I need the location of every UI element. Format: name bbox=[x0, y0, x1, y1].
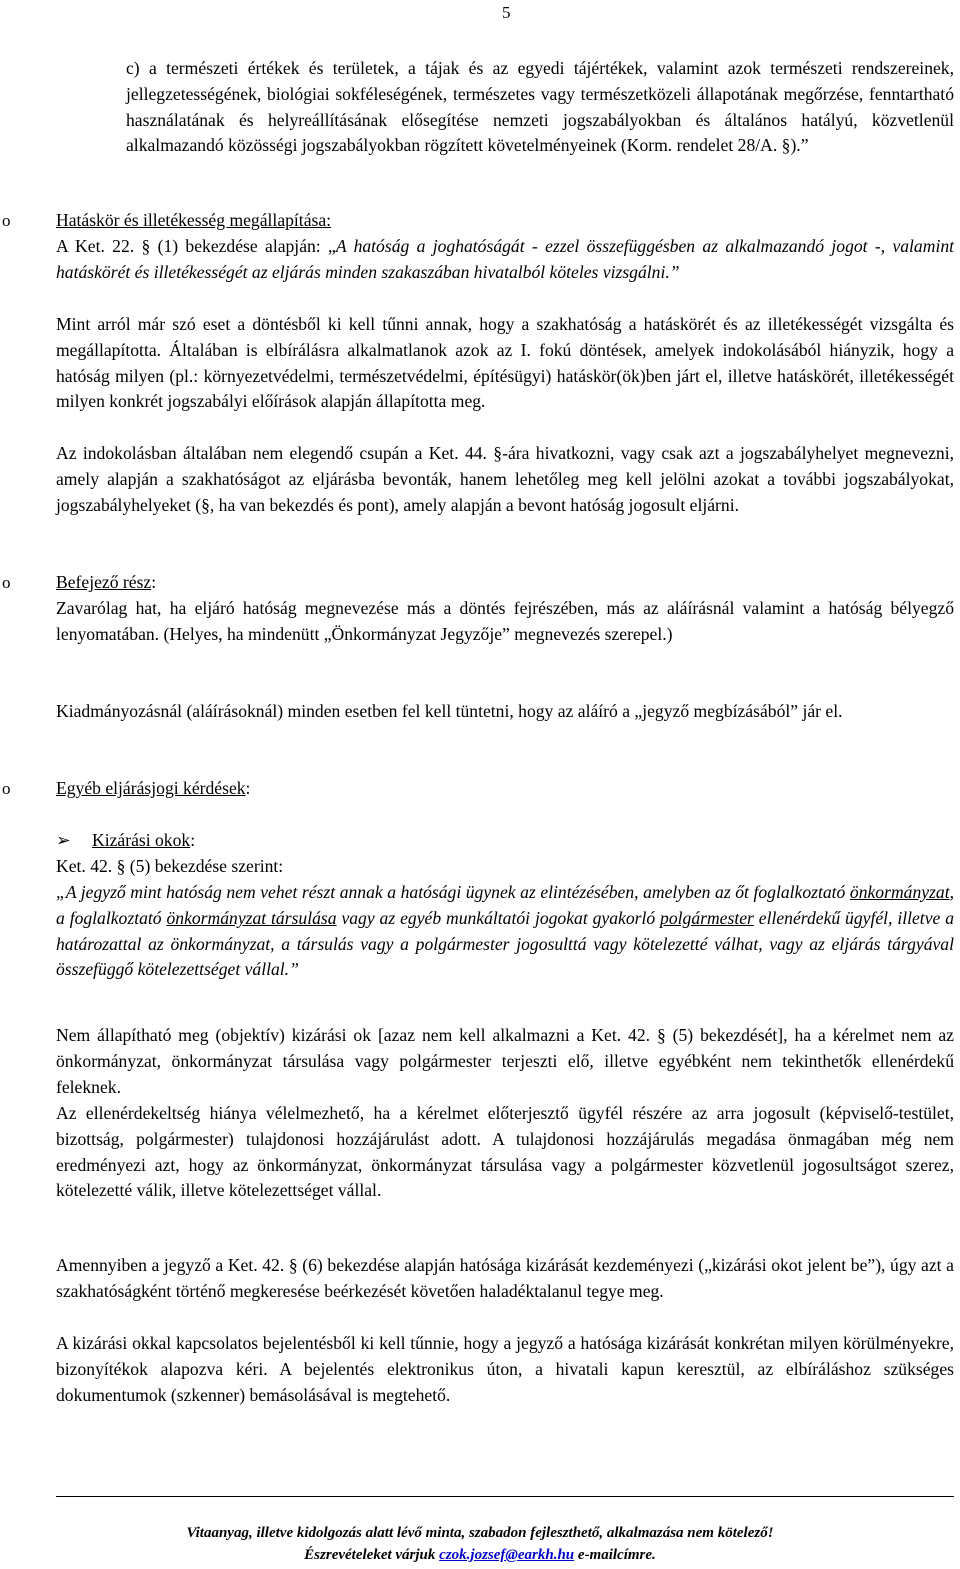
section-heading: Hatáskör és illetékesség megállapítása: bbox=[56, 210, 332, 230]
hatarkor-paragraph-2: Az indokolásban általában nem elegendő csupán a Ket. 44. §-ára hivatkozni, vagy csak azt a jogszabályhelyet megnevezni, amely alapján a szakhatóságot az eljárásba bevonták, hanem lehetőleg meg kell jelölni azokat a további jogszabályokat, jogszabályhelyeket (§, ha van bekezdés és pont), amely alapján a bevont hatóság jogosult eljárni. bbox=[56, 443, 954, 515]
befejezo-paragraph-2: Kiadmányozásnál (aláírásoknál) minden esetben fel kell tüntetni, hogy az aláíró a „jegyző megbízásából” jár el. bbox=[56, 701, 843, 721]
quote-part: ellenérdekű ügyfél, illetve a határozattal az önkormányzat, a társulás vagy a polgármester jogosulttá vagy kötelezetté válhat, vagy az eljárás tárgyával összefüggő kötelezettséget vállal.” bbox=[56, 907, 955, 980]
link-onkormanyzat[interactable]: önkormányzat bbox=[849, 882, 950, 902]
arrow-bullet-icon: ➢ bbox=[56, 830, 71, 850]
heading-colon: : bbox=[151, 572, 157, 592]
section-heading: Egyéb eljárásjogi kérdések bbox=[56, 778, 246, 798]
heading-colon: : bbox=[245, 778, 251, 798]
heading-colon: : bbox=[190, 830, 196, 850]
page-number: 5 bbox=[502, 3, 511, 22]
section-hatarkor-heading bbox=[56, 208, 954, 234]
bullet-marker: o bbox=[2, 211, 11, 230]
kizarasi-paragraph-1: Nem állapítható meg (objektív) kizárási ok [azaz nem kell alkalmazni a Ket. 42. § (5) bekezdését], ha a kérelmet nem az önkormányzat, önkormányzat társulása vagy polgármester terjeszti elő, illetve egyébként nem tekinthetők ellenérdekű feleknek. bbox=[56, 1025, 954, 1097]
section-egyeb-heading bbox=[56, 776, 954, 802]
kizarasi-okok-heading bbox=[56, 828, 954, 854]
footer-divider bbox=[56, 1496, 954, 1497]
quote-part: vagy az egyéb munkáltatói jogokat gyakorló bbox=[336, 907, 661, 928]
kizarasi-paragraph-2: Az ellenérdekeltség hiánya vélelmezhető, ha a kérelmet előterjesztő ügyfél részére az arra jogosult (képviselő-testület, bizottság, polgármester) tulajdonosi hozzájárulást adott. A tulajdonosi hozzájárulás megadása önmagában még nem eredményezi azt, hogy az önkormányzat, önkormányzat társulása vagy a polgármester közvetlenül jogosultságot szerez, kötelezetté válik, illetve kötelezettséget vállal. bbox=[56, 1103, 954, 1201]
kizarasi-paragraph-3: Amennyiben a jegyző a Ket. 42. § (6) bekezdése alapján hatósága kizárását kezdeményezi („kizárási okot jelent be”), úgy azt a szakhatóságként történő megkeresése beérkezését követően haladéktalanul tegye meg. bbox=[56, 1255, 954, 1301]
quote-part: „A jegyző mint hatóság nem vehet részt annak a hatósági ügynek az elintézésében, amelyben az őt foglalkoztató bbox=[56, 882, 850, 902]
footer-text: Észrevételeket várjuk bbox=[304, 1547, 440, 1563]
footer-text: e-mailcímre. bbox=[574, 1547, 656, 1563]
bullet-marker: o bbox=[2, 573, 11, 592]
quote-part: , a foglalkoztató bbox=[56, 882, 954, 928]
kizarasi-paragraph-4: A kizárási okkal kapcsolatos bejelentésből ki kell tűnnie, hogy a jegyző a hatósága kizárását konkrétan milyen körülményekre, bizonyítékok alapozva kéri. A bejelentés elektronikus úton, a hivatali kapun keresztül, az elbíráláshoz szükséges dokumentumok (szkenner) bemásolásával is megtehető. bbox=[56, 1333, 954, 1405]
quote-intro: A Ket. 22. § (1) bekezdése alapján: „ bbox=[56, 236, 336, 256]
bullet-marker: o bbox=[2, 779, 11, 798]
link-onkormanyzat-tarsulasa[interactable]: önkormányzat társulása bbox=[166, 907, 337, 928]
hatarkor-paragraph-1: Mint arról már szó eset a döntésből ki kell tűnni annak, hogy a szakhatóság a hatáskörét és az illetékességét vizsgálta és megállapította. Általában is elbírálásra alkalmatlanok azok az I. fokú döntések, amelyek indokolásából hiányzik, hogy a hatóság milyen (pl.: környezetvédelmi, természetvédelmi, építésügyi) hatáskör(ök)ben járt el, illetve hatáskörét, illetékességét milyen konkrét jogszabályi előírások alapján állapította meg. bbox=[56, 314, 954, 412]
intro-paragraph: c) a természeti értékek és területek, a tájak és az egyedi tájértékek, valamint azok természeti rendszereinek, jellegzetességének, biológiai sokféleségének, természetes vagy természetközeli állapotának megőrzése, fenntartható használatának és helyreállításának elősegítése nemzeti jogszabályokban és általános hatályú, közvetlenül alkalmazandó közösségi jogszabályokban rögzített követelményeinek (Korm. rendelet 28/A. §).” bbox=[126, 58, 954, 156]
ket-22-quote bbox=[56, 234, 954, 286]
section-heading: Befejező rész bbox=[56, 572, 152, 592]
footer-line-1: Vitaanyag, illetve kidolgozás alatt lévő minta, szabadon fejleszthető, alkalmazása nem kötelező! bbox=[186, 1525, 774, 1541]
befejezo-paragraph-1: Zavarólag hat, ha eljáró hatóság megnevezése más a döntés fejrészében, más az aláírásnál valamint a hatóság bélyegző lenyomatában. (Helyes, ha mindenütt „Önkormányzat Jegyzője” megnevezés szerepel.) bbox=[56, 598, 954, 644]
quote-text: A hatóság a joghatóságát - ezzel összefüggésben az alkalmazandó jogot -, valamint hatáskörét és illetékességét az eljárás minden szakaszában hivatalból köteles vizsgálni.” bbox=[56, 236, 955, 282]
footer-email-link[interactable]: czok.jozsef@earkh.hu bbox=[439, 1547, 575, 1563]
ket-42-reference: Ket. 42. § (5) bekezdése szerint: bbox=[56, 856, 284, 876]
footer-line-2 bbox=[0, 1544, 960, 1566]
link-polgarmester[interactable]: polgármester bbox=[660, 907, 754, 928]
ket-42-quote bbox=[56, 880, 954, 983]
subsection-heading: Kizárási okok bbox=[92, 830, 191, 850]
section-befejezo-heading bbox=[56, 570, 954, 596]
